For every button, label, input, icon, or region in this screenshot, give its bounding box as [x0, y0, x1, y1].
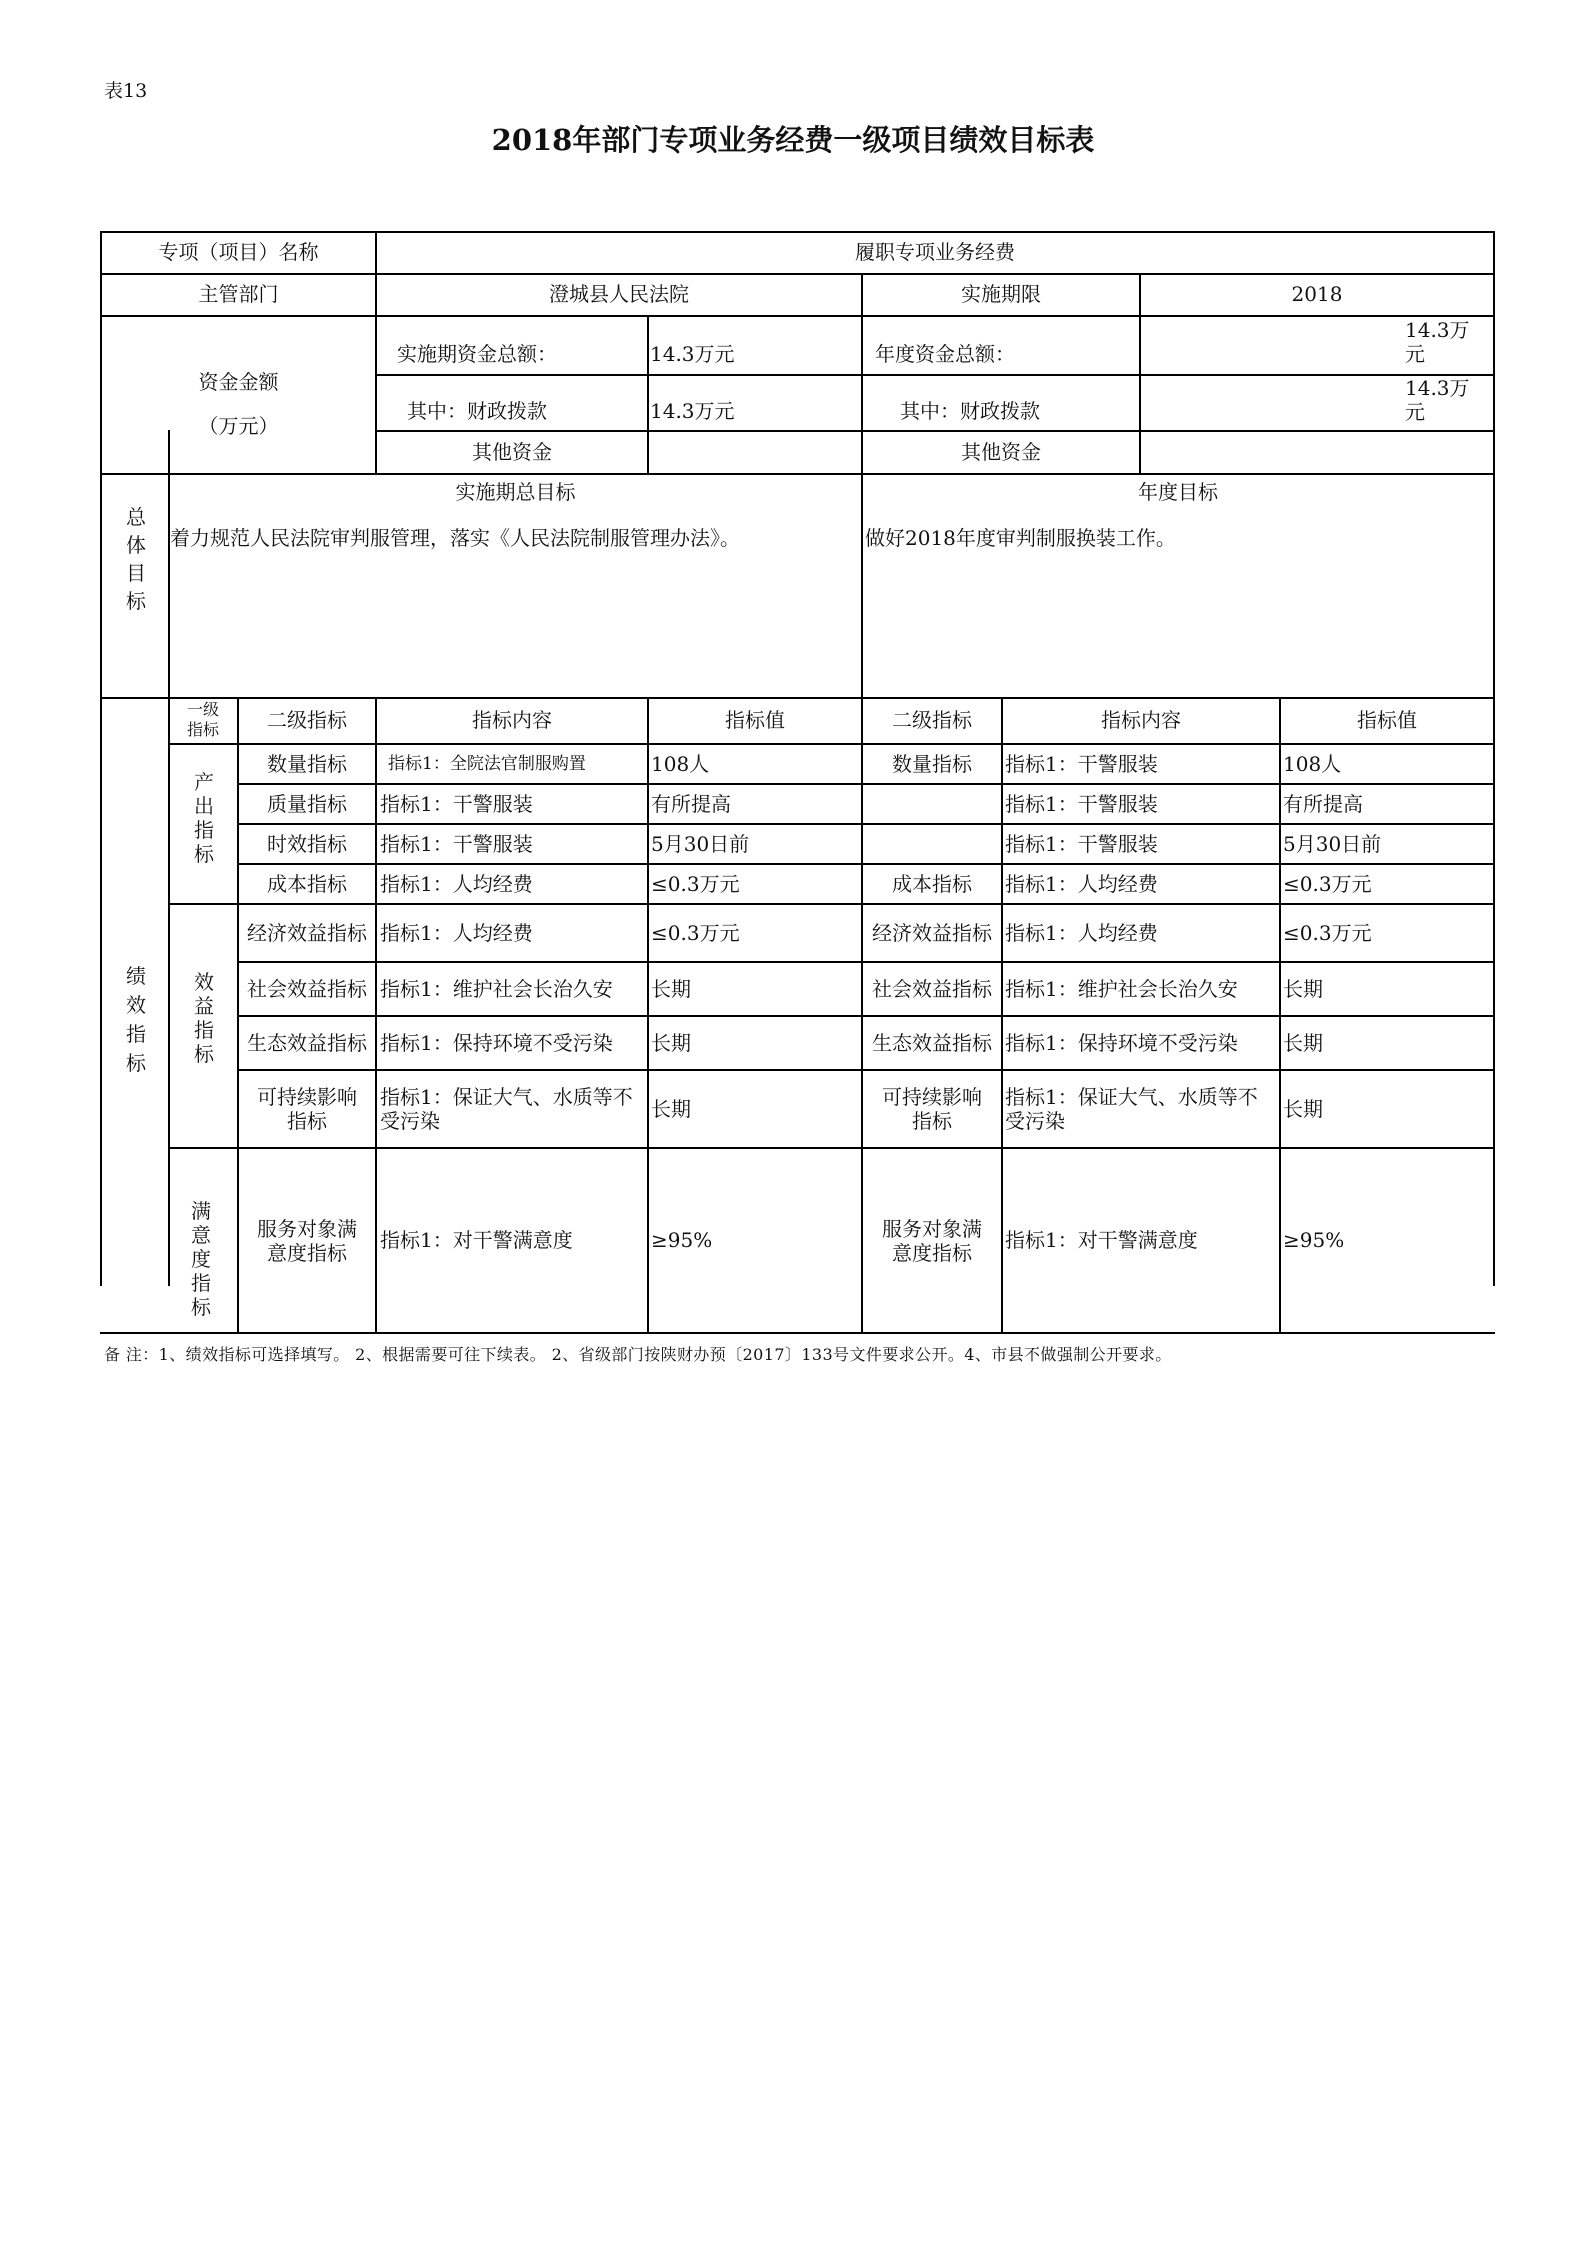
perf-cell-value: 有所提高	[651, 792, 731, 816]
period-goal-header: 实施期总目标	[455, 480, 576, 504]
group-satisfaction: 满意度指标	[191, 1199, 211, 1319]
grid-line	[100, 273, 1495, 275]
perf-cell-contentb: 指标1：人均经费	[1005, 872, 1158, 896]
header-value-b: 指标值	[1357, 708, 1417, 732]
perf-cell-l2b: 数量指标	[892, 752, 972, 776]
project-name-value: 履职专项业务经费	[855, 240, 1015, 264]
perf-cell-value: 长期	[651, 1097, 691, 1121]
perf-cell-l2: 经济效益指标	[247, 921, 367, 945]
grid-line	[168, 1147, 1495, 1149]
group-benefit: 效益指标	[194, 970, 214, 1066]
perf-cell-value: 108人	[651, 752, 710, 776]
grid-line	[100, 473, 1495, 475]
perf-cell-valueb: ≥95%	[1283, 1228, 1345, 1252]
grid-line	[168, 743, 1495, 745]
annual-fiscal-value: 14.3万元	[1405, 376, 1470, 424]
perf-cell-content: 指标1：人均经费	[380, 872, 533, 896]
perf-cell-l2: 生态效益指标	[247, 1031, 367, 1055]
header-value: 指标值	[725, 708, 785, 732]
grid-line	[237, 823, 1495, 825]
perf-cell-contentb: 指标1：干警服装	[1005, 792, 1158, 816]
perf-cell-contentb: 指标1：对干警满意度	[1005, 1228, 1198, 1252]
header-level2-b: 二级指标	[892, 708, 972, 732]
perf-cell-l2: 可持续影响指标	[257, 1085, 357, 1133]
perf-cell-content: 指标1：人均经费	[380, 921, 533, 945]
perf-cell-valueb: 长期	[1283, 977, 1323, 1001]
grid-line	[237, 1069, 1495, 1071]
fiscal-funds-value: 14.3万元	[650, 399, 735, 423]
other-funds-label: 其他资金	[472, 440, 552, 464]
grid-line	[100, 315, 1495, 317]
header-level1: 一级指标	[186, 700, 219, 739]
perf-cell-l2b: 可持续影响指标	[882, 1085, 982, 1133]
perf-cell-contentb: 指标1：保持环境不受污染	[1005, 1031, 1238, 1055]
perf-cell-valueb: ≤0.3万元	[1283, 872, 1372, 896]
overall-goal-label-text: 总体目标	[126, 505, 146, 613]
period-value: 2018	[1291, 282, 1343, 306]
funds-unit-label: （万元）	[198, 414, 279, 438]
annual-funds-label: 年度资金总额：	[875, 342, 1015, 366]
perf-cell-content: 指标1：干警服装	[380, 792, 533, 816]
perf-cell-content: 指标1：保持环境不受污染	[380, 1031, 613, 1055]
perf-cell-contentb: 指标1：干警服装	[1005, 832, 1158, 856]
grid-line	[375, 697, 377, 1332]
perf-cell-contentb: 指标1：维护社会长治久安	[1005, 977, 1238, 1001]
annual-funds-value: 14.3万元	[1405, 318, 1470, 366]
table-label: 表13	[104, 80, 148, 102]
page-title: 2018年部门专项业务经费一级项目绩效目标表	[491, 123, 1095, 157]
perf-cell-value: 长期	[651, 977, 691, 1001]
perf-cell-content: 指标1：干警服装	[380, 832, 533, 856]
annual-fiscal-label: 其中：财政拨款	[900, 399, 1040, 423]
project-name-label: 专项（项目）名称	[158, 240, 319, 264]
fiscal-funds-label: 其中：财政拨款	[407, 399, 547, 423]
perf-cell-value: 5月30日前	[651, 832, 750, 856]
perf-cell-l2: 时效指标	[267, 832, 347, 856]
grid-line	[1493, 231, 1495, 1286]
footnote: 备 注：1、绩效指标可选择填写。 2、根据需要可往下续表。 2、省级部门按陕财办预〔2017〕133号文件要求公开。4、市县不做强制公开要求。	[104, 1345, 1172, 1364]
perf-cell-value: 长期	[651, 1031, 691, 1055]
grid-line	[168, 697, 170, 1286]
perf-cell-l2: 成本指标	[267, 872, 347, 896]
perf-cell-value: ≥95%	[651, 1228, 713, 1252]
perf-cell-l2b: 经济效益指标	[872, 921, 992, 945]
perf-cell-l2: 服务对象满意度指标	[257, 1217, 357, 1265]
period-goal-text: 着力规范人民法院审判服管理，落实《人民法院制服管理办法》。	[170, 526, 740, 550]
overall-goal-label	[120, 503, 152, 615]
annual-other-label: 其他资金	[961, 440, 1041, 464]
header-content-b: 指标内容	[1101, 708, 1181, 732]
period-label: 实施期限	[961, 282, 1041, 306]
perf-cell-contentb: 指标1：人均经费	[1005, 921, 1158, 945]
perf-cell-content: 指标1：对干警满意度	[380, 1228, 573, 1252]
total-funds-value: 14.3万元	[650, 342, 735, 366]
perf-cell-valueb: 长期	[1283, 1097, 1323, 1121]
perf-label: 绩效指标	[126, 964, 146, 1075]
perf-cell-valueb: 有所提高	[1283, 792, 1363, 816]
grid-line	[100, 697, 1495, 699]
perf-cell-l2b: 生态效益指标	[872, 1031, 992, 1055]
grid-line	[647, 697, 649, 1332]
perf-cell-valueb: 5月30日前	[1283, 832, 1382, 856]
perf-cell-contentb: 指标1：干警服装	[1005, 752, 1158, 776]
total-funds-label: 实施期资金总额：	[397, 342, 557, 366]
perf-cell-valueb: ≤0.3万元	[1283, 921, 1372, 945]
grid-line	[168, 903, 1495, 905]
grid-line	[375, 374, 1495, 376]
group-output: 产出指标	[194, 770, 214, 866]
perf-cell-value: ≤0.3万元	[651, 921, 740, 945]
grid-line	[237, 1015, 1495, 1017]
perf-cell-l2: 数量指标	[267, 752, 347, 776]
perf-cell-l2: 社会效益指标	[247, 977, 367, 1001]
perf-cell-content: 指标1：维护社会长治久安	[380, 977, 613, 1001]
grid-line	[647, 315, 649, 475]
perf-cell-l2: 质量指标	[267, 792, 347, 816]
grid-line	[237, 961, 1495, 963]
grid-line	[237, 863, 1495, 865]
grid-line	[100, 231, 1495, 233]
perf-cell-valueb: 108人	[1283, 752, 1342, 776]
grid-line	[375, 430, 1495, 432]
perf-cell-contentb: 指标1：保证大气、水质等不受污染	[1005, 1085, 1258, 1133]
grid-line	[861, 473, 863, 697]
header-level2: 二级指标	[267, 708, 347, 732]
grid-line	[1279, 697, 1281, 1332]
perf-cell-content: 指标1：保证大气、水质等不受污染	[380, 1085, 633, 1133]
annual-goal-text: 做好2018年度审判制服换装工作。	[865, 526, 1176, 550]
perf-cell-valueb: 长期	[1283, 1031, 1323, 1055]
perf-cell-l2b: 成本指标	[892, 872, 972, 896]
perf-cell-value: ≤0.3万元	[651, 872, 740, 896]
dept-value: 澄城县人民法院	[549, 282, 689, 306]
grid-line	[100, 1332, 1495, 1334]
funds-label: 资金金额	[198, 370, 279, 394]
perf-cell-l2b: 社会效益指标	[872, 977, 992, 1001]
perf-cell-content: 指标1：全院法官制服购置	[388, 754, 586, 774]
dept-label: 主管部门	[198, 282, 279, 306]
annual-goal-header: 年度目标	[1138, 480, 1218, 504]
grid-line	[1001, 697, 1003, 1332]
grid-line	[237, 783, 1495, 785]
grid-line	[168, 430, 170, 697]
header-content: 指标内容	[472, 708, 552, 732]
perf-cell-l2b: 服务对象满意度指标	[882, 1217, 982, 1265]
